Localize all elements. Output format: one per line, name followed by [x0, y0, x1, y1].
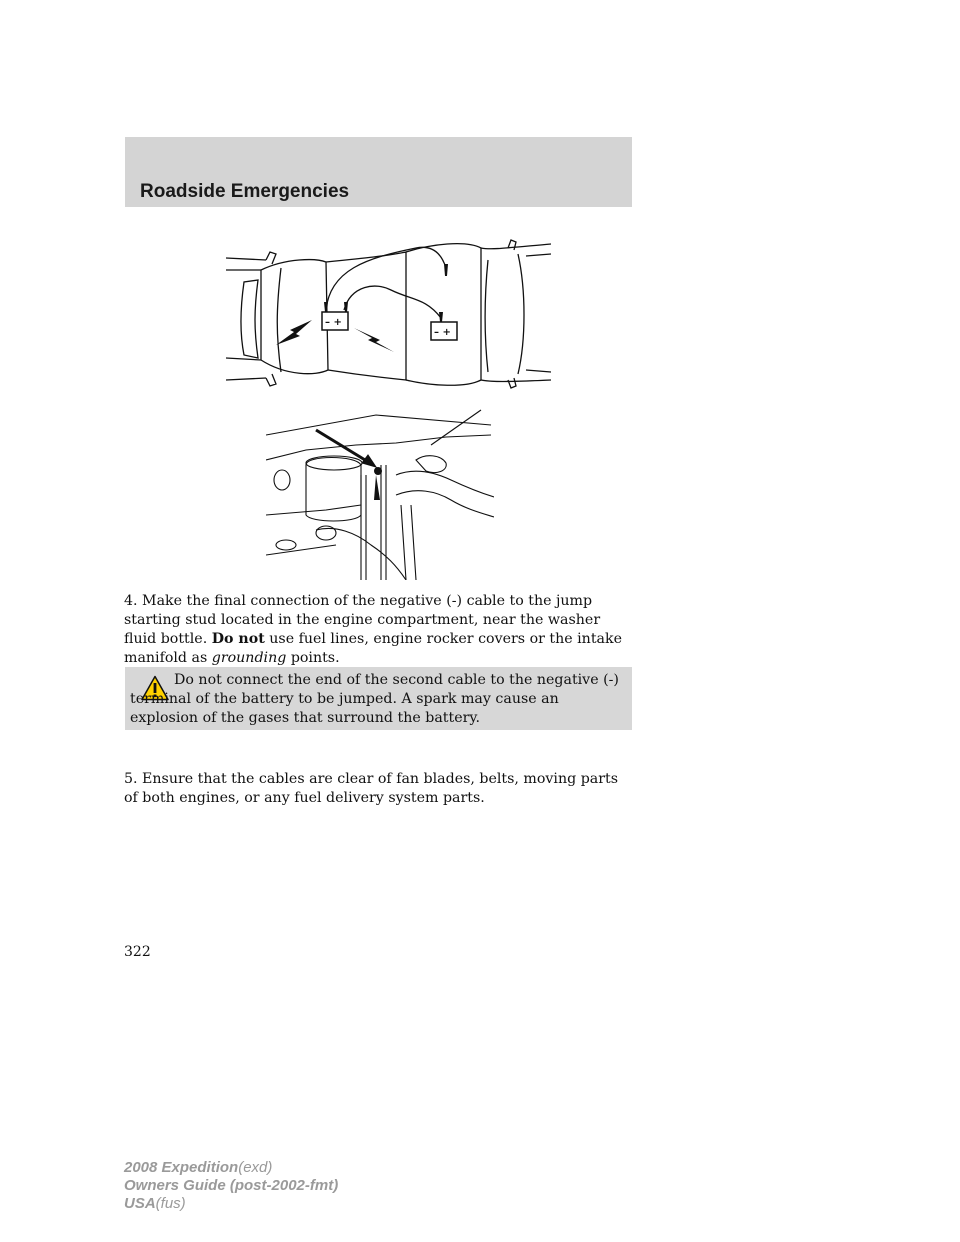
step-4-paragraph — [124, 592, 636, 668]
warning-text: Do not connect the end of the second cable to the negative (-) terminal of the battery to be jumped. A spark may cause an explosion of the gases that surround the battery. — [130, 672, 619, 726]
step-4-text-c: points. — [290, 650, 340, 666]
page-number: 322 — [124, 944, 151, 960]
document-footer — [124, 1159, 338, 1213]
footer-model-code: (exd) — [238, 1159, 273, 1176]
footer-market-code: (fus) — [155, 1195, 186, 1212]
jump-start-vehicles-illustration — [226, 230, 551, 398]
battery-terminals-left: – + — [325, 317, 342, 328]
section-header — [125, 137, 632, 207]
step-4-italic: grounding — [211, 650, 287, 666]
footer-market: USA — [124, 1195, 156, 1212]
engine-compartment-illustration — [266, 405, 494, 580]
footer-line-2: Owners Guide (post-2002-fmt) — [124, 1177, 339, 1194]
section-title: Roadside Emergencies — [140, 181, 350, 202]
step-4-bold: Do not — [211, 631, 265, 647]
warning-box — [125, 667, 632, 730]
battery-terminals-right: – + — [434, 327, 451, 338]
step-5-paragraph: 5. Ensure that the cables are clear of fan blades, belts, moving parts of both engines, or any fuel delivery system parts. — [124, 771, 618, 806]
step-4-text-b: use fuel lines, engine rocker covers or the intake manifold as — [124, 631, 622, 666]
step-4-text: 4. Make the final connection of the negative (-) cable to the jump starting stud located in the engine compartment, near the washer fluid bottle. — [124, 593, 601, 647]
footer-line-3 — [124, 1195, 338, 1213]
footer-model: 2008 Expedition — [124, 1159, 239, 1176]
footer-line-1 — [124, 1159, 338, 1177]
